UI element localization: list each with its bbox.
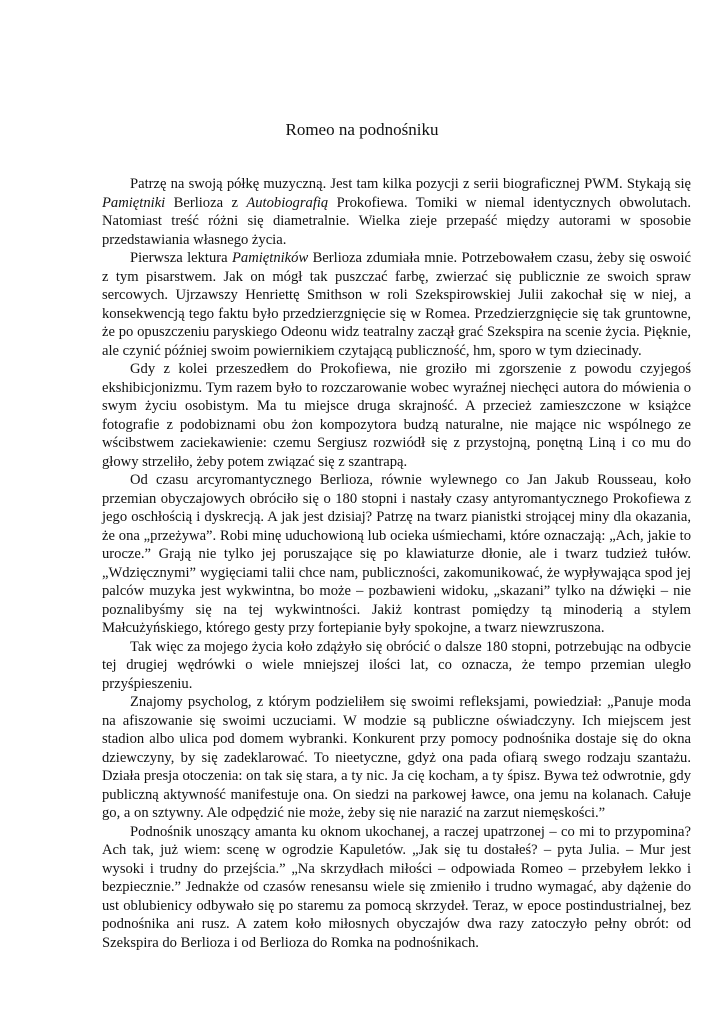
paragraph-2 — [102, 249, 691, 360]
italic-title-text: Autobiografią — [246, 194, 329, 211]
paragraph-1 — [102, 175, 691, 249]
paragraph-text: Berlioza zdumiała mnie. Potrzebowałem czasu, żeby się oswoić z tym pisarstwem. Jak on mógł tak puszczać farbę, zwierzać się publicznie ze swoich spraw sercowych. Ujrzawszy Henriettę Smithson w roli Szekspirowskiej Julii zakochał się w niej, a konsekwencją tego faktu było przedzierzgnięcie się w Romea. Przedzierzgnięcie się tak gruntowne, że po opuszczeniu paryskiego Odeonu widz teatralny zaczął grać Szekspira na scenie życia. Pięknie, ale czynić później swoim powiernikiem czytającą publiczność, hm, sporo w tym dziecinady. — [102, 250, 691, 359]
paragraph-5 — [102, 638, 691, 694]
paragraph-text: Tak więc za mojego życia koło zdążyło się obrócić o dalsze 180 stopni, potrzebując na odbycie tej drugiej wędrówki o wiele mniejszej ilości lat, co oznacza, że tempo przemian uległo przyśpieszeniu. — [102, 638, 691, 692]
document-title: Romeo na podnośniku — [285, 120, 439, 139]
paragraph-3 — [102, 360, 691, 471]
paragraph-4 — [102, 471, 691, 638]
paragraph-text: Berlioza z — [165, 194, 247, 211]
paragraph-6 — [102, 693, 691, 823]
italic-title-text: Pamiętniki — [102, 194, 166, 211]
paragraph-text: Gdy z kolei przeszedłem do Prokofiewa, nie groziło mi zgorszenie z powodu czyjegoś ekshibicjonizmu. Tym razem było to rozczarowanie wobec wyraźnej niechęci autora do mówienia o swym życiu osobistym. Ma tu miejsce druga skrajność. A przecież zamieszczone w książce fotografie z podobiznami obu żon kompozytora budzą naturalne, nie mające nic wspólnego ze wścibstwem zaciekawienie: czemu Sergiusz rozwiódł się z przystojną, ponętną Liną i co mu do głowy strzeliło, żeby potem związać się z szantrapą. — [102, 361, 691, 470]
paragraph-text: Od czasu arcyromantycznego Berlioza, równie wylewnego co Jan Jakub Rousseau, koło przemian obyczajowych obróciło się o 180 stopni i nastały czasy antyromantycznego Prokofiewa z jego oschłością i dyskrecją. A jak jest dzisiaj? Patrzę na twarz pianistki strojącej miny dla okazania, że ona „przeżywa”. Robi minę uduchowioną lub ocieka uśmiechami, które oznaczają: „Ach, jakie to urocze.” Grają nie tylko jej poruszające się po klawiaturze dłonie, ale i twarz tudzież tułów. „Wdzięcznymi” wygięciami talii chce nam, publiczności, zakomunikować, że wypływająca spod jej palców muzyka jest wykwintna, bo może – pozbawieni widoku, „skazani” tylko na dźwięki – nie poznalibyśmy się na tej wykwintności. Jakiż kontrast pomiędzy tą minoderią a stylem Małcużyńskiego, którego gesty przy fortepianie były spokojne, a twarz niewzruszona. — [102, 472, 691, 636]
paragraph-7 — [102, 823, 691, 953]
italic-title-text: Pamiętników — [231, 250, 309, 266]
paragraph-text: Prokofiewa. Tomiki w niemal identycznych obwolutach. Natomiast treść różni się diametralnie. Wielka zieje przepaść między autorami w sposobie przedstawiania własnego życia. — [102, 194, 692, 248]
paragraph-text: Znajomy psycholog, z którym podzieliłem się swoimi refleksjami, powiedział: „Panuje moda na afiszowanie się swoimi uczuciami. W modzie są publiczne oświadczyny. Ich miejscem jest stadion albo ulica pod domem wybranki. Konkurent przy pomocy podnośnika dostaje się do okna dziewczyny, by się zadeklarować. To nieetyczne, gdyż ona pada ofiarą swego rodzaju szantażu. Działa presja otoczenia: on tak się stara, a ty nic. Ja cię kocham, a ty śpisz. Bywa też odwrotnie, gdy publiczną aktywność manifestuje ona. On siedzi na parkowej ławce, ona jemu na kolanach. Całuje go, a on sztywny. Ale odpędzić nie może, żeby się nie narazić na zarzut niemęskości.” — [102, 694, 691, 821]
paragraph-text: Pierwsza lektura — [130, 250, 232, 266]
paragraph-text: Podnośnik unoszący amanta ku oknom ukochanej, a raczej upatrzonej – co mi to przypomina? Ach tak, już wiem: scenę w ogrodzie Kapuletów. „Jak się tu dostałeś? – pyta Julia. – Mur jest wysoki i trudny do przejścia.” „Na skrzydłach miłości – odpowiada Romeo – przebyłem lekko i bezpiecznie.” Jednakże od czasów renesansu wiele się zmieniło i trudno wymagać, aby dążenie do ust oblubienicy odbywało się po staremu za pomocą skrzydeł. Teraz, w epoce postindustrialnej, bez podnośnika ani rusz. A zatem koło miłosnych obyczajów dwa razy zatoczyło pełny obrót: od Szekspira do Berlioza i od Berlioza do Romka na podnośnikach. — [102, 823, 691, 951]
paragraph-text: Patrzę na swoją półkę muzyczną. Jest tam kilka pozycji z serii biograficznej PWM. Stykają się — [130, 176, 691, 192]
document-body — [102, 175, 691, 952]
